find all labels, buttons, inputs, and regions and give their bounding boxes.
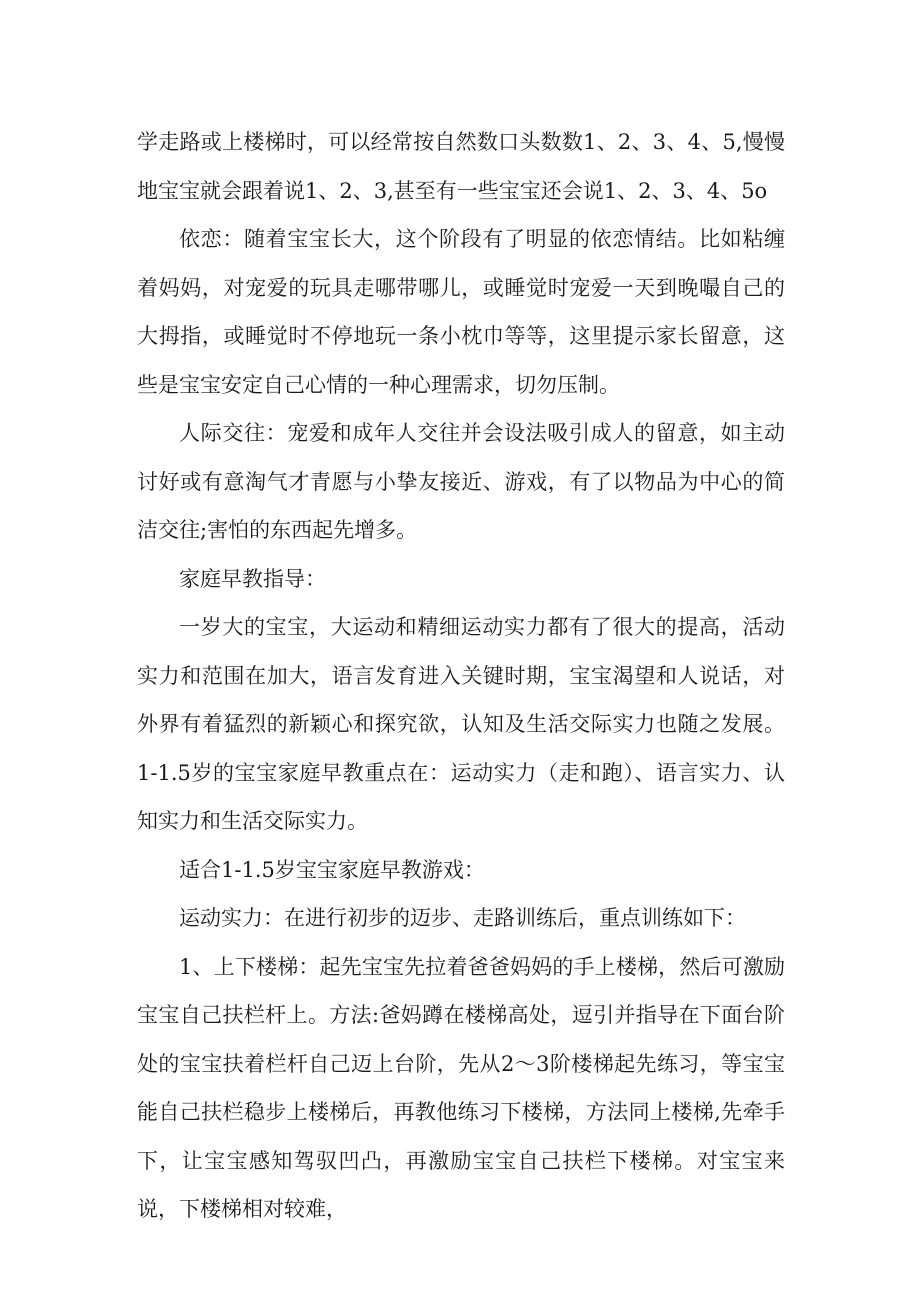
- paragraph-motor-ability: 运动实力：在进行初步的迈步、走路训练后，重点训练如下：: [179, 906, 746, 930]
- paragraph-one-year-old: 一岁大的宝宝，大运动和精细运动实力都有了很大的提高，活动实力和范围在加大，语言发育进入关键时期，宝宝渴望和人说话，对外界有着猛烈的新颖心和探究欲，认知及生活交际实力也随之发展。1-1.5岁的宝宝家庭早教重点在：运动实力（走和跑）、语言实力、认知实力和生活交际实力。: [137, 615, 785, 833]
- document-body: [137, 118, 785, 1234]
- paragraph-counting: 学走路或上楼梯时，可以经常按自然数口头数数1、2、3、4、5,慢慢地宝宝就会跟着说1、2、3,甚至有一些宝宝还会说1、2、3、4、5o: [137, 130, 785, 203]
- paragraph-social-interaction: 人际交往：宠爱和成年人交往并会设法吸引成人的留意，如主动讨好或有意淘气才青愿与小挚友接近、游戏，有了以物品为中心的简洁交往;害怕的东西起先增多。: [137, 421, 785, 542]
- paragraph-stairs-exercise: 1、上下楼梯：起先宝宝先拉着爸爸妈妈的手上楼梯，然后可激励宝宝自己扶栏杆上。方法:爸妈蹲在楼梯高处，逗引并指导在下面台阶处的宝宝扶着栏杆自己迈上台阶，先从2～3阶楼梯起先练习，等宝宝能自己扶栏稳步上楼梯后，再教他练习下楼梯，方法同上楼梯,先牵手下，让宝宝感知驾驭凹凸，再激励宝宝自己扶栏下楼梯。对宝宝来说，下楼梯相对较难，: [137, 954, 785, 1221]
- heading-suitable-games: 适合1-1.5岁宝宝家庭早教游戏：: [179, 857, 485, 882]
- paragraph-attachment: 依恋：随着宝宝长大，这个阶段有了明显的依恋情结。比如粘缠着妈妈，对宠爱的玩具走哪带哪儿，或睡觉时宠爱一天到晚嘬自己的大拇指，或睡觉时不停地玩一条小枕巾等等，这里提示家长留意，这些是宝宝安定自己心情的一种心理需求，切勿压制。: [137, 227, 785, 397]
- heading-family-education-guide: 家庭早教指导：: [179, 566, 326, 591]
